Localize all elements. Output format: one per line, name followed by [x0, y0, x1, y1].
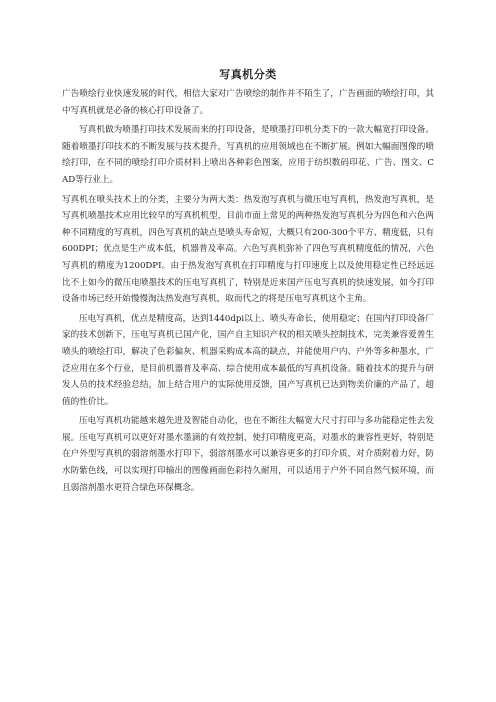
paragraph-1: 广告喷绘行业快速发展的时代，相信大家对广告喷绘的制作并不陌生了，广告画面的喷绘打印，其中写真机就是必备的核心打印设备了。 [62, 89, 434, 116]
paragraph-3: 写真机在喷头技术上的分类，主要分为两大类：热发泡写真机与微压电写真机，热发泡写真机，是写真机喷墨技术应用比较早的写真机机型，目前市面上常见的两种热发泡写真机分为四色和六色两种不同精度的写真机，四色写真机的缺点是喷头寿命短，大概只有200-300个平方、精度低，只有600DPI；优点是生产成本低，机器普及率高。六色写真机弥补了四色写真机精度低的情况，六色写真机的精度为1200DPI。由于热发泡写真机在打印精度与打印速度上以及使用稳定性已经远远比不上如今的微压电喷墨技术的压电写真机了，特别是近来国产压电写真机的快速发展，如今打印设备市场已经开始慢慢淘汰热发泡写真机，取而代之的将是压电写真机这个主角。 [62, 194, 434, 305]
document-title: 写真机分类 [219, 68, 277, 81]
document-body [62, 86, 434, 499]
paragraph-4: 压电写真机，优点是精度高，达到1440dpi以上、喷头寿命长，使用稳定；在国内打印设备厂家的技术创新下，压电写真机已国产化，国产自主知识产权的相关喷头控制技术，完美兼容爱普生喷头的喷绘打印，解决了色彩偏灰、机器采购成本高的缺点，并能使用户内、户外等多种墨水，广泛应用在多个行业，是目前机器普及率高、综合使用成本最低的写真机设备。随着技术的提升与研发人员的技术经验总结，加上结合用户的实际使用反馈，国产写真机已达到物美价廉的产品了，超值的性价比。 [62, 313, 434, 407]
paragraph-2: 写真机做为喷墨打印技术发展而来的打印设备，是喷墨打印机分类下的一款大幅宽打印设备。随着喷墨打印技术的不断发展与技术提升，写真机的应用领域也在不断扩展。例如大幅面图像的喷绘打印，在不同的喷绘打印介质材料上喷出各种彩色图案，应用于纺织数码印花、广告、图文、CAD等行业上。 [62, 125, 434, 185]
paragraph-5: 压电写真机功能越来越先进及智能自动化，也在不断往大幅宽大尺寸打印与多功能稳定性去发展。压电写真机可以更好对墨水墨滴的有效控制，使打印精度更高，对墨水的兼容性更好，特别是在户外型写真机的弱溶剂墨水打印下，弱溶剂墨水可以兼容更多的打印介质，对介质附着力好，防水防紫色线，可以实现打印输出的图像画面色彩持久耐用，可以适用于户外不同自然气候环境，而且弱溶剂墨水更符合绿色环保概念。 [62, 416, 434, 493]
